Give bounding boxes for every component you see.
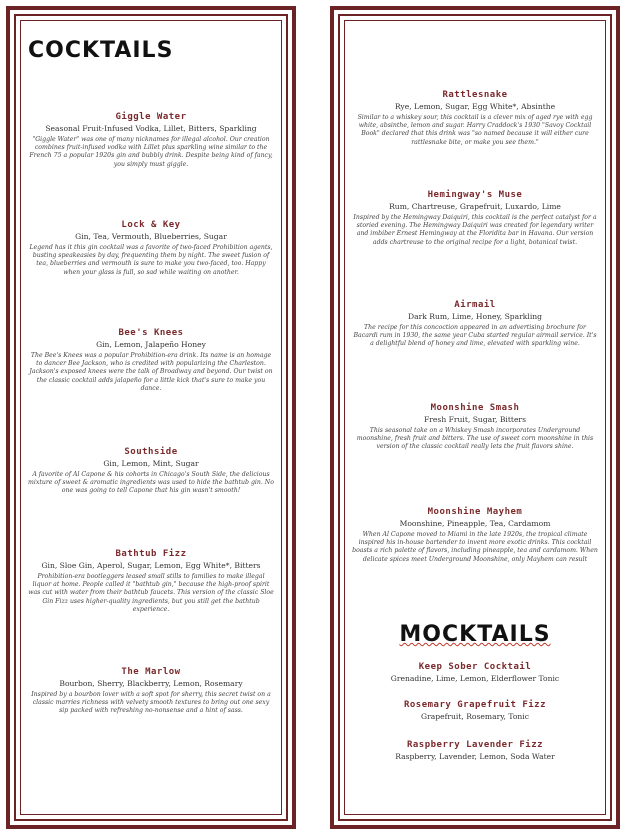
- item-ingredients: Moonshine, Pineapple, Tea, Cardamom: [399, 519, 551, 528]
- item-description: This seasonal take on a Whiskey Smash incorporates Underground moonshine, fresh fruit and bitters. The use of sweet corn moonshine in this version of the classic cocktail really lets the fruit flavors shine.: [356, 427, 594, 451]
- item-ingredients: Gin, Lemon, Mint, Sugar: [103, 459, 199, 468]
- item-name: Giggle Water: [115, 112, 187, 122]
- item-name: Moonshine Mayhem: [427, 507, 523, 517]
- mocktail-item: [352, 700, 598, 724]
- item-name: Raspberry Lavender Fizz: [406, 740, 544, 750]
- item-name: The Marlow: [121, 667, 181, 677]
- item-name: Keep Sober Cocktail: [418, 662, 532, 672]
- item-ingredients: Gin, Lemon, Jalapeño Honey: [96, 340, 206, 349]
- menu-item: [352, 190, 598, 247]
- item-ingredients: Grenadine, Lime, Lemon, Elderflower Tonic: [390, 674, 560, 683]
- menu-item: [28, 328, 274, 393]
- item-description: Legend has it this gin cocktail was a favorite of two-faced Prohibition agents, busting speakeasies by day, frequenting them by night. The sweet fusion of tea, blueberries and vermouth is sure to make you two-faced, too. Happy when your glass is full, so sad while waiting on another.: [29, 244, 273, 276]
- menu-item: [352, 403, 598, 452]
- item-ingredients: Gin, Tea, Vermouth, Blueberries, Sugar: [75, 232, 227, 241]
- item-description: The Bee's Knees was a popular Prohibition-era drink. Its name is an homage to dancer Bee Jackson, who is credited with popularizing the Charleston. Jackson's exposed knees were the talk of Broadway and beyond. Our twist on the classic cocktail adds jalapeño for a little kick that's sure to make you dance.: [29, 352, 273, 392]
- item-name: Lock & Key: [121, 220, 181, 230]
- item-description: When Al Capone moved to Miami in the late 1920s, the tropical climate inspired his in-house bartender to invent more exotic drinks. This cocktail boasts a rich palette of flavors, including pineapple, tea and cardamom. When delicate spices meet Underground Moonshine, only Mayhem can result: [352, 531, 598, 563]
- item-description: Inspired by a bourbon lover with a soft spot for sherry, this secret twist on a classic marries richness with velvety smooth textures to bring out one sexy sip packed with refreshing no-nonsense and a hint of sass.: [31, 691, 271, 715]
- item-description: Similar to a whiskey sour, this cocktail is a clever mix of aged rye with egg white, absinthe, lemon and sugar. Harry Craddock's 1930 "Savoy Cocktail Book" declared that this drink was "so named because it will either cure rattlesnake bite, or make you see them.": [357, 114, 593, 146]
- item-name: Rosemary Grapefruit Fizz: [403, 700, 547, 710]
- item-description: The recipe for this concoction appeared in an advertising brochure for Bacardi rum in 1930, the same year Cuba started regular airmail service. It's a delightful blend of honey and lime, elevated with sparkling wine.: [353, 324, 597, 348]
- cocktails-heading: COCKTAILS: [28, 38, 174, 63]
- item-ingredients: Grapefruit, Rosemary, Tonic: [421, 712, 529, 721]
- menu-item: [352, 90, 598, 147]
- left-page-content: [28, 10, 274, 825]
- menu-item: [28, 667, 274, 716]
- item-name: Bathtub Fizz: [115, 549, 187, 559]
- item-description: A favorite of Al Capone & his cohorts in Chicago's South Side, the delicious mixture of sweet & aromatic ingredients was used to hide the bathtub gin. No one was going to tell Capone that his gin wasn't smooth!: [28, 471, 274, 495]
- item-description: Inspired by the Hemingway Daiquiri, this cocktail is the perfect catalyst for a storied evening. The Hemingway Daiquiri was created for legendary writer and imbiber Ernest Hemingway at the Floridita bar in Havana. Our version adds chartreuse to the original recipe for a light, botanical twist.: [353, 214, 597, 246]
- item-ingredients: Seasonal Fruit-Infused Vodka, Lillet, Bitters, Sparkling: [45, 124, 257, 133]
- menu-item: [352, 507, 598, 564]
- mocktails-heading: MOCKTAILS: [399, 622, 551, 647]
- mocktail-item: [352, 740, 598, 764]
- item-ingredients: Bourbon, Sherry, Blackberry, Lemon, Rosemary: [59, 679, 243, 688]
- item-description: Prohibition-era bootleggers leased small stills to families to make illegal liquor at home. People called it "bathtub gin," because the high-proof spirit was cut with water from their bathtub faucets. This version of the classic Sloe Gin Fizz uses higher-quality ingredients, but you still get the bathtub experience.: [28, 573, 274, 613]
- item-name: Airmail: [454, 300, 496, 310]
- item-name: Southside: [124, 447, 178, 457]
- menu-item: [28, 447, 274, 496]
- menu-item: [28, 220, 274, 277]
- right-page-content: [352, 10, 598, 825]
- item-ingredients: Fresh Fruit, Sugar, Bitters: [424, 415, 526, 424]
- item-ingredients: Raspberry, Lavender, Lemon, Soda Water: [395, 752, 555, 761]
- item-name: Rattlesnake: [442, 90, 508, 100]
- menu-page-left: [6, 6, 296, 829]
- item-ingredients: Rye, Lemon, Sugar, Egg White*, Absinthe: [394, 102, 556, 111]
- menu-item: [28, 112, 274, 169]
- item-ingredients: Gin, Sloe Gin, Aperol, Sugar, Lemon, Egg White*, Bitters: [41, 561, 261, 570]
- item-description: "Giggle Water" was one of many nicknames for illegal alcohol. Our creation combines fruit-infused vodka with Lillet plus sparkling wine similar to the French 75 a popular 1920s gin and bubbly drink. Despite being kind of fancy, you simply must giggle.: [29, 136, 273, 168]
- menu-item: [352, 300, 598, 349]
- item-name: Bee's Knees: [118, 328, 184, 338]
- menu-item: [28, 549, 274, 614]
- mocktail-item: [352, 662, 598, 686]
- item-name: Moonshine Smash: [430, 403, 520, 413]
- item-name: Hemingway's Muse: [427, 190, 523, 200]
- menu-page-right: [330, 6, 620, 829]
- item-ingredients: Rum, Chartreuse, Grapefruit, Luxardo, Lime: [389, 202, 561, 211]
- item-ingredients: Dark Rum, Lime, Honey, Sparkling: [407, 312, 542, 321]
